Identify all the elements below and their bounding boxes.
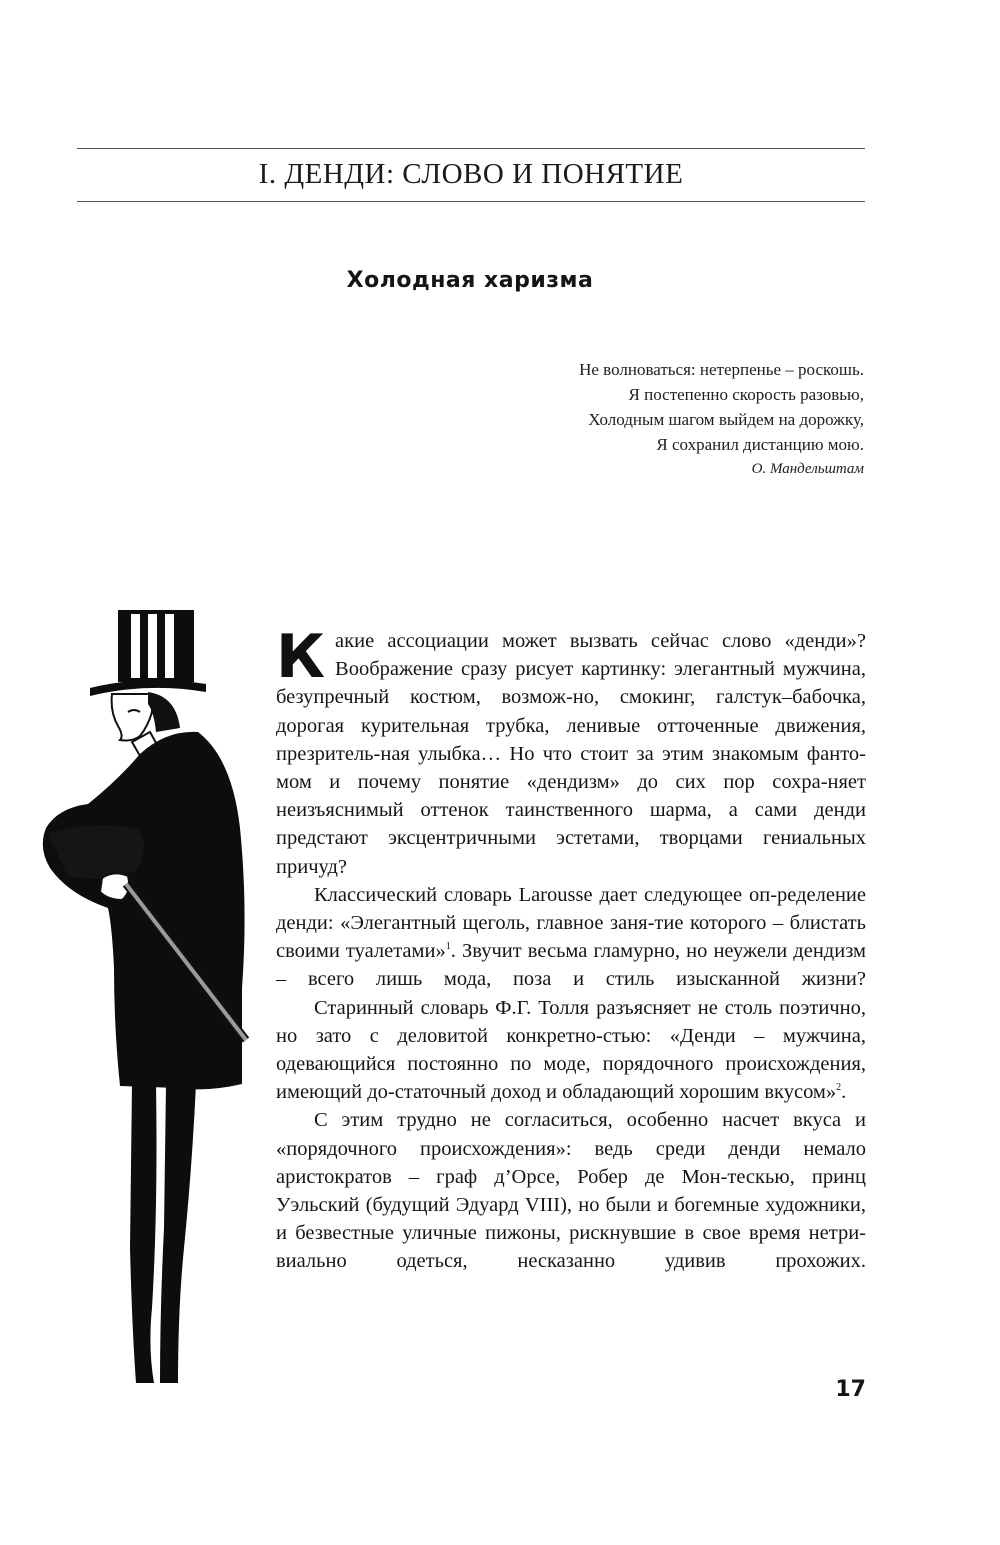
paragraph [276,1106,866,1275]
paragraph-text: Классический словарь Larousse дает следующее оп-ределение денди: «Элегантный щеголь, главное заня-тие которого – блистать своими туалетами» [276,883,866,963]
paragraph [276,881,866,994]
epigraph-line: Я постепенно скорость разовью, [628,385,864,404]
paragraph-text: С этим трудно не согласиться, особенно насчет вкуса и «порядочного происхождения»: ведь среди денди немало аристократов – граф д’Орсе, Робер де Мон-тескью, принц Уэльский (будущий Эдуард VIII), но были и богемные художники, и безвестные уличные пижоны, рискнувшие в свое время нетри-виально одеться, несказанно удивив прохожих. [276,1109,866,1273]
header-rule-bottom [77,201,865,202]
page-number: 17 [835,1377,866,1402]
paragraph [276,994,866,1107]
epigraph [404,357,864,482]
epigraph-line: Я сохранил дистанцию мою. [656,435,864,454]
header-rule-top [77,148,865,149]
paragraph [276,622,866,881]
paragraph-text: . Звучит весьма гламурно, но неужели дендизм – всего лишь мода, поза и стиль изысканной жизни? [276,940,866,991]
leg-right [160,1084,196,1383]
epigraph-author: О. Мандельштам [751,461,864,477]
dropcap: К [276,622,326,692]
top-hat [90,610,206,696]
chapter-title: I. ДЕНДИ: СЛОВО И ПОНЯТИЕ [258,158,684,190]
epigraph-line: Холодным шагом выйдем на дорожку, [588,410,864,429]
leg-left [130,1084,157,1383]
body-text [276,622,866,1276]
dandy-illustration [28,608,260,1388]
paragraph-text: акие ассоциации может вызвать сейчас слово «денди»? Воображение сразу рисует картинку: элегантный мужчина, безупречный костюм, возмож-но, смокинг, галстук–бабочка, дорогая курительная трубка, ленивые отточенные движения, презритель-ная улыбка… Но что стоит за этим знакомым фанто-мом и почему понятие «дендизм» до сих пор сохра-няет неизъяснимый оттенок таинственного шарма, а сами денди предстают эксцентричными эстетами, творцами гениальных причуд? [276,630,866,878]
epigraph-line: Не волноваться: нетерпенье – роскошь. [579,360,864,379]
paragraph-text: Старинный словарь Ф.Г. Толля разъясняет не столь поэтично, но зато с деловитой конкретно-стью: «Денди – мужчина, одевающийся постоянно по моде, порядочного происхождения, имеющий до-статочный доход и обладающий хорошим вкусом» [276,996,866,1104]
footnote-mark: 1 [445,941,451,953]
section-title: Холодная харизма [346,268,594,293]
paragraph-text: . [841,1081,847,1104]
footnote-mark: 2 [836,1082,842,1094]
